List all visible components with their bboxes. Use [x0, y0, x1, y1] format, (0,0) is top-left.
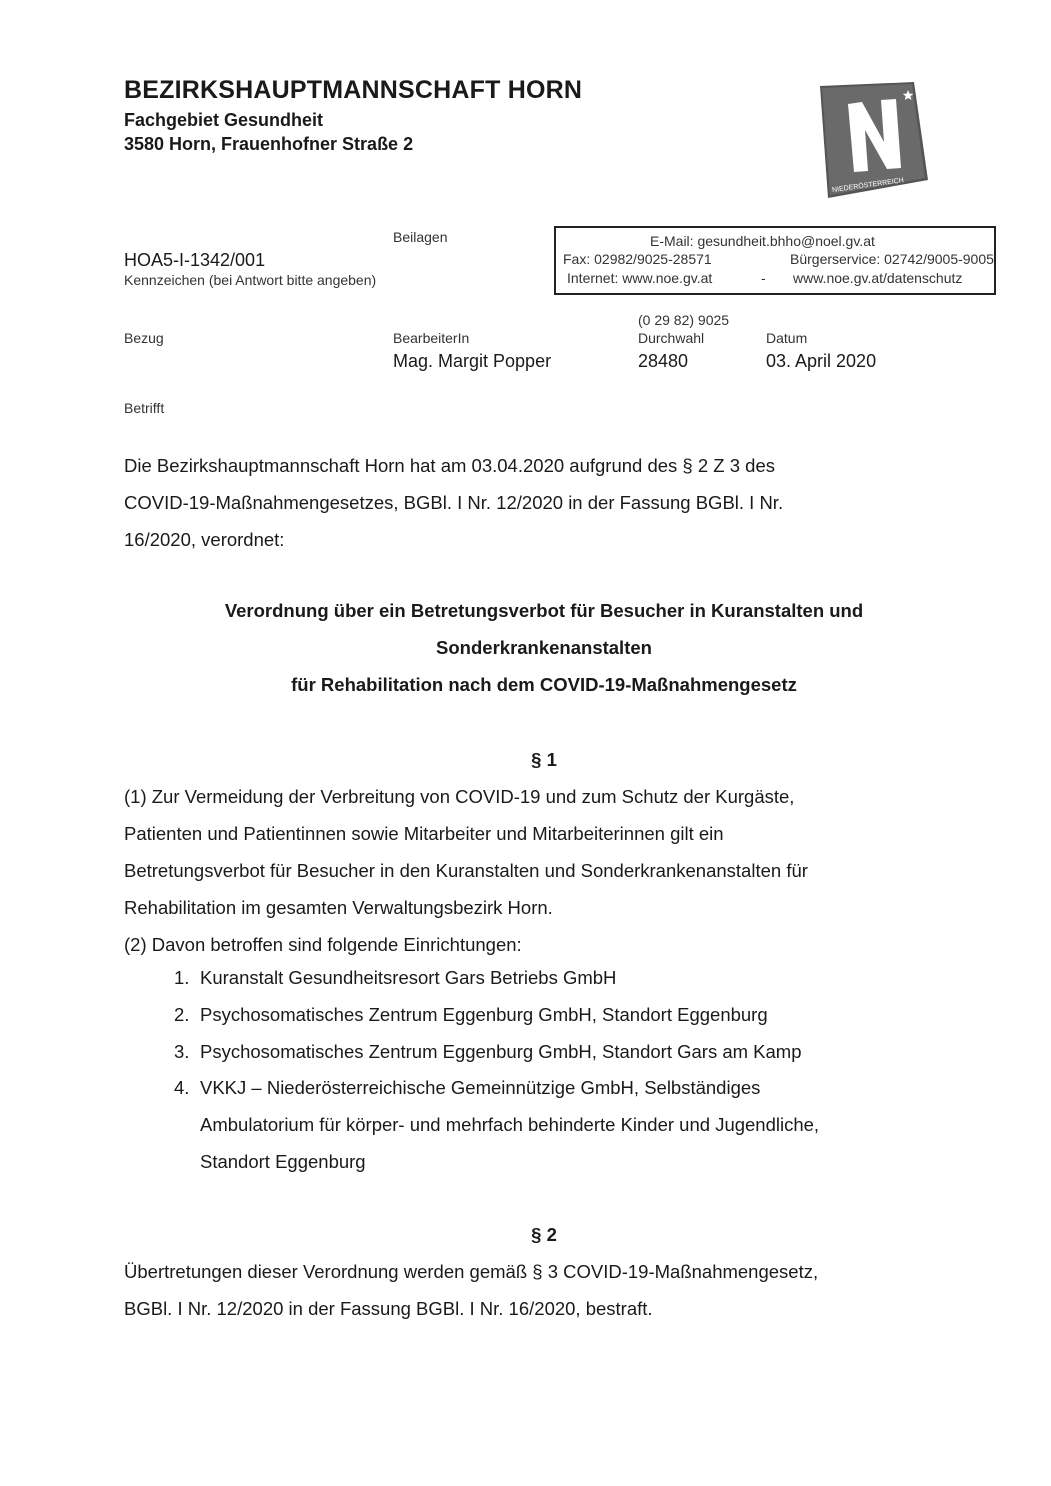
organization-address: 3580 Horn, Frauenhofner Straße 2: [124, 134, 414, 154]
list-item-number: 3.: [174, 1040, 190, 1062]
bearbeiter-name: Mag. Margit Popper: [393, 351, 552, 371]
logo-text: NIEDERÖSTERREICH: [831, 177, 905, 195]
section2-heading: § 2: [531, 1224, 557, 1245]
reference-number: HOA5-I-1342/001: [124, 250, 266, 270]
durchwahl-value: 28480: [638, 351, 689, 371]
section1-paragraph1: [124, 778, 924, 963]
title-line: für Rehabilitation nach dem COVID-19-Maßnahmengesetz: [291, 674, 797, 695]
contact-datenschutz: www.noe.gv.at/datenschutz: [793, 270, 963, 286]
datum-value: 03. April 2020: [766, 351, 877, 371]
bezug-label: Bezug: [124, 330, 164, 346]
paragraph-line: BGBl. I Nr. 12/2020 in der Fassung BGBl. I Nr. 16/2020, bestraft.: [124, 1298, 653, 1319]
list-item-number: 4.: [174, 1077, 190, 1099]
contact-separator: -: [761, 270, 766, 286]
contact-box: [554, 226, 996, 295]
section1-heading: § 1: [531, 749, 557, 770]
intro-paragraph: [124, 447, 924, 558]
contact-fax: Fax: 02982/9025-28571: [563, 251, 712, 267]
paragraph-line: Rehabilitation im gesamten Verwaltungsbezirk Horn.: [124, 897, 553, 918]
list-item-number: 2.: [174, 1003, 190, 1025]
list-item: [174, 1034, 934, 1071]
list-item: [174, 960, 934, 997]
list-item-number: 1.: [174, 967, 190, 988]
bearbeiter-label: BearbeiterIn: [393, 330, 470, 346]
section2-paragraph: [124, 1253, 944, 1327]
list-item-text: Psychosomatisches Zentrum Eggenburg GmbH, Standort Gars am Kamp: [200, 1040, 802, 1062]
department-name: Fachgebiet Gesundheit: [124, 110, 324, 130]
contact-internet: Internet: www.noe.gv.at: [567, 270, 713, 286]
niederoesterreich-logo: [818, 82, 928, 198]
title-line: Verordnung über ein Betretungsverbot für Besucher in Kuranstalten und: [224, 600, 864, 621]
list-item: [174, 1070, 934, 1180]
list-item-text: Psychosomatisches Zentrum Eggenburg GmbH, Standort Eggenburg: [200, 1003, 768, 1025]
beilagen-label: Beilagen: [393, 229, 448, 245]
durchwahl-label: Durchwahl: [638, 330, 705, 346]
ordinance-title: [124, 592, 964, 703]
intro-line: 16/2020, verordnet:: [124, 529, 285, 550]
datum-label: Datum: [766, 330, 808, 346]
paragraph-line: Übertretungen dieser Verordnung werden gemäß § 3 COVID-19-Maßnahmengesetz,: [124, 1261, 819, 1282]
paragraph-line: Betretungsverbot für Besucher in den Kuranstalten und Sonderkrankenanstalten für: [124, 860, 808, 881]
paragraph-line: (2) Davon betroffen sind folgende Einrichtungen:: [124, 934, 522, 955]
list-item-text: VKKJ – Niederösterreichische Gemeinnützige GmbH, Selbständiges: [200, 1077, 761, 1099]
title-line: Sonderkrankenanstalten: [436, 637, 652, 658]
contact-buergerservice: Bürgerservice: 02742/9005-9005: [790, 251, 994, 267]
paragraph-line: Patienten und Patientinnen sowie Mitarbeiter und Mitarbeiterinnen gilt ein: [124, 823, 724, 844]
contact-email: E-Mail: gesundheit.bhho@noel.gv.at: [650, 233, 875, 249]
phone-prefix: (0 29 82) 9025: [638, 312, 730, 328]
list-item-text: Ambulatorium für körper- und mehrfach behinderte Kinder und Jugendliche,: [200, 1114, 820, 1136]
intro-line: COVID-19-Maßnahmengesetzes, BGBl. I Nr. 12/2020 in der Fassung BGBl. I Nr.: [124, 492, 784, 513]
reference-note: Kennzeichen (bei Antwort bitte angeben): [124, 272, 377, 288]
organization-name: BEZIRKSHAUPTMANNSCHAFT HORN: [124, 76, 583, 104]
intro-line: Die Bezirkshauptmannschaft Horn hat am 03.04.2020 aufgrund des § 2 Z 3 des: [124, 455, 775, 476]
list-item-text: Standort Eggenburg: [200, 1150, 366, 1172]
list-item: [174, 997, 934, 1034]
list-item-text: Kuranstalt Gesundheitsresort Gars Betriebs GmbH: [200, 967, 617, 988]
betrifft-label: Betrifft: [124, 400, 165, 416]
facility-list: [174, 960, 934, 1181]
paragraph-line: (1) Zur Vermeidung der Verbreitung von COVID-19 und zum Schutz der Kurgäste,: [124, 786, 795, 807]
